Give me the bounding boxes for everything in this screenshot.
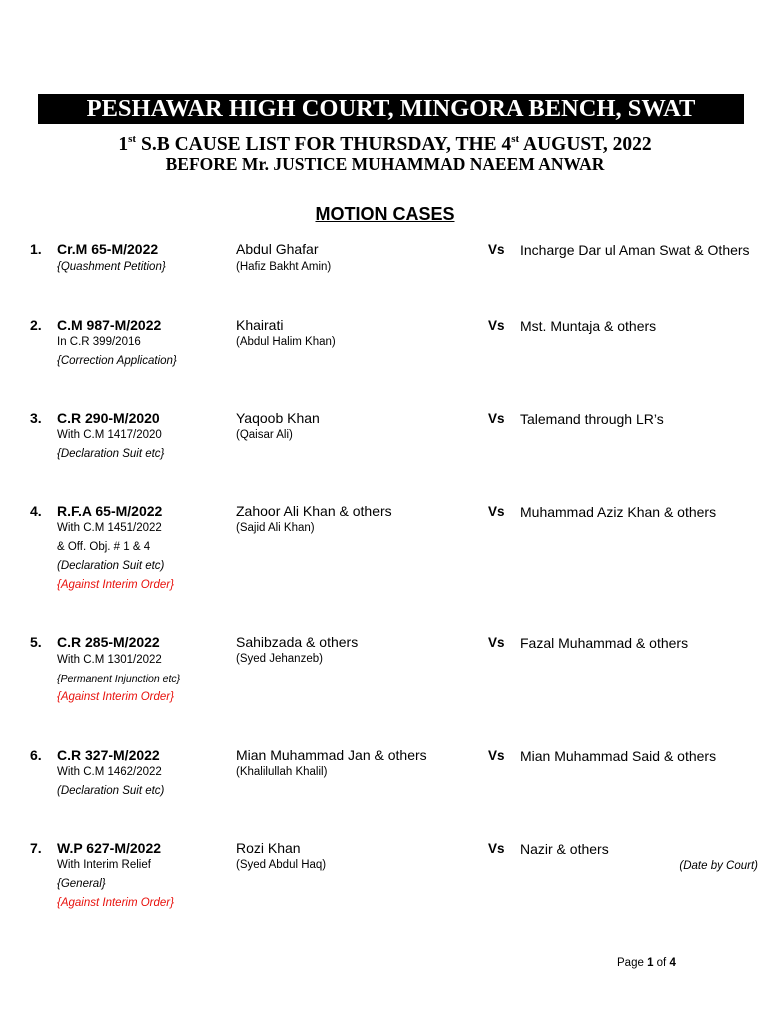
advocate: (Qaisar Ali) xyxy=(236,429,293,441)
section-title: MOTION CASES xyxy=(315,204,455,224)
respondent: Talemand through LR’s xyxy=(520,411,664,427)
date-remark: (Date by Court) xyxy=(679,860,758,872)
petitioner: Khairati xyxy=(236,317,284,333)
case-note: (Declaration Suit etc) xyxy=(57,560,165,572)
case-note-red: {Against Interim Order} xyxy=(57,579,174,591)
case-note: {General} xyxy=(57,878,106,890)
court-title: PESHAWAR HIGH COURT, MINGORA BENCH, SWAT xyxy=(38,94,744,124)
page-current: 1 xyxy=(647,957,654,969)
respondent: Mst. Muntaja & others xyxy=(520,318,657,334)
respondent: Nazir & others xyxy=(520,841,609,857)
versus: Vs xyxy=(488,504,505,519)
case-no: R.F.A 65-M/2022 xyxy=(57,503,163,519)
case-note: With C.M 1462/2022 xyxy=(57,766,162,778)
case-number: 2. xyxy=(30,317,42,333)
respondent: Muhammad Aziz Khan & others xyxy=(520,504,717,520)
case-note-red: {Against Interim Order} xyxy=(57,691,174,703)
case-note: With C.M 1451/2022 xyxy=(57,522,162,534)
versus: Vs xyxy=(488,242,505,257)
versus: Vs xyxy=(488,318,505,333)
case-no: C.R 327-M/2022 xyxy=(57,747,160,763)
case-note: {Declaration Suit etc} xyxy=(57,448,165,460)
bench-number: 1 xyxy=(118,134,129,155)
advocate: (Syed Jehanzeb) xyxy=(236,653,323,665)
case-number: 5. xyxy=(30,634,42,650)
case-note: In C.R 399/2016 xyxy=(57,336,141,348)
petitioner: Sahibzada & others xyxy=(236,634,359,650)
versus: Vs xyxy=(488,411,505,426)
advocate: (Khalilullah Khalil) xyxy=(236,766,328,778)
case-note: (Declaration Suit etc) xyxy=(57,785,165,797)
case-number: 4. xyxy=(30,503,42,519)
case-number: 6. xyxy=(30,747,42,763)
advocate: (Syed Abdul Haq) xyxy=(236,859,327,871)
case-note: {Quashment Petition} xyxy=(57,261,166,273)
petitioner: Yaqoob Khan xyxy=(236,410,320,426)
bench-title: BEFORE Mr. JUSTICE MUHAMMAD NAEEM ANWAR xyxy=(165,154,605,174)
case-no: Cr.M 65-M/2022 xyxy=(57,241,159,257)
case-note: With C.M 1417/2020 xyxy=(57,429,162,441)
cause-list-middle: S.B CAUSE LIST FOR THURSDAY, THE 4 xyxy=(136,134,512,155)
petitioner: Rozi Khan xyxy=(236,840,301,856)
case-no: C.R 290-M/2020 xyxy=(57,410,160,426)
advocate: (Abdul Halim Khan) xyxy=(236,336,336,348)
respondent: Incharge Dar ul Aman Swat & Others xyxy=(520,242,750,258)
case-no: C.R 285-M/2022 xyxy=(57,634,160,650)
case-no: W.P 627-M/2022 xyxy=(57,840,162,856)
page-word: Page xyxy=(617,957,648,969)
case-number: 1. xyxy=(30,241,42,257)
case-note: {Permanent Injunction etc} xyxy=(57,673,181,685)
case-number: 3. xyxy=(30,410,42,426)
bench-number-suffix: st xyxy=(128,133,137,145)
page-total: 4 xyxy=(669,957,676,969)
case-no: C.M 987-M/2022 xyxy=(57,317,162,333)
petitioner: Mian Muhammad Jan & others xyxy=(236,747,427,763)
versus: Vs xyxy=(488,841,505,856)
versus: Vs xyxy=(488,748,505,763)
petitioner: Abdul Ghafar xyxy=(236,241,319,257)
advocate: (Hafiz Bakht Amin) xyxy=(236,261,332,273)
respondent: Mian Muhammad Said & others xyxy=(520,748,717,764)
versus: Vs xyxy=(488,635,505,650)
respondent: Fazal Muhammad & others xyxy=(520,635,689,651)
page-of: of xyxy=(653,957,670,969)
date-suffix: st xyxy=(511,133,520,145)
case-note: With Interim Relief xyxy=(57,859,151,871)
case-note: {Correction Application} xyxy=(57,355,177,367)
case-note-red: {Against Interim Order} xyxy=(57,897,174,909)
case-note: & Off. Obj. # 1 & 4 xyxy=(57,541,151,553)
case-note: With C.M 1301/2022 xyxy=(57,654,162,666)
petitioner: Zahoor Ali Khan & others xyxy=(236,503,392,519)
page-number xyxy=(617,957,676,969)
advocate: (Sajid Ali Khan) xyxy=(236,522,315,534)
case-number: 7. xyxy=(30,840,42,856)
cause-list-suffix: AUGUST, 2022 xyxy=(519,134,652,155)
